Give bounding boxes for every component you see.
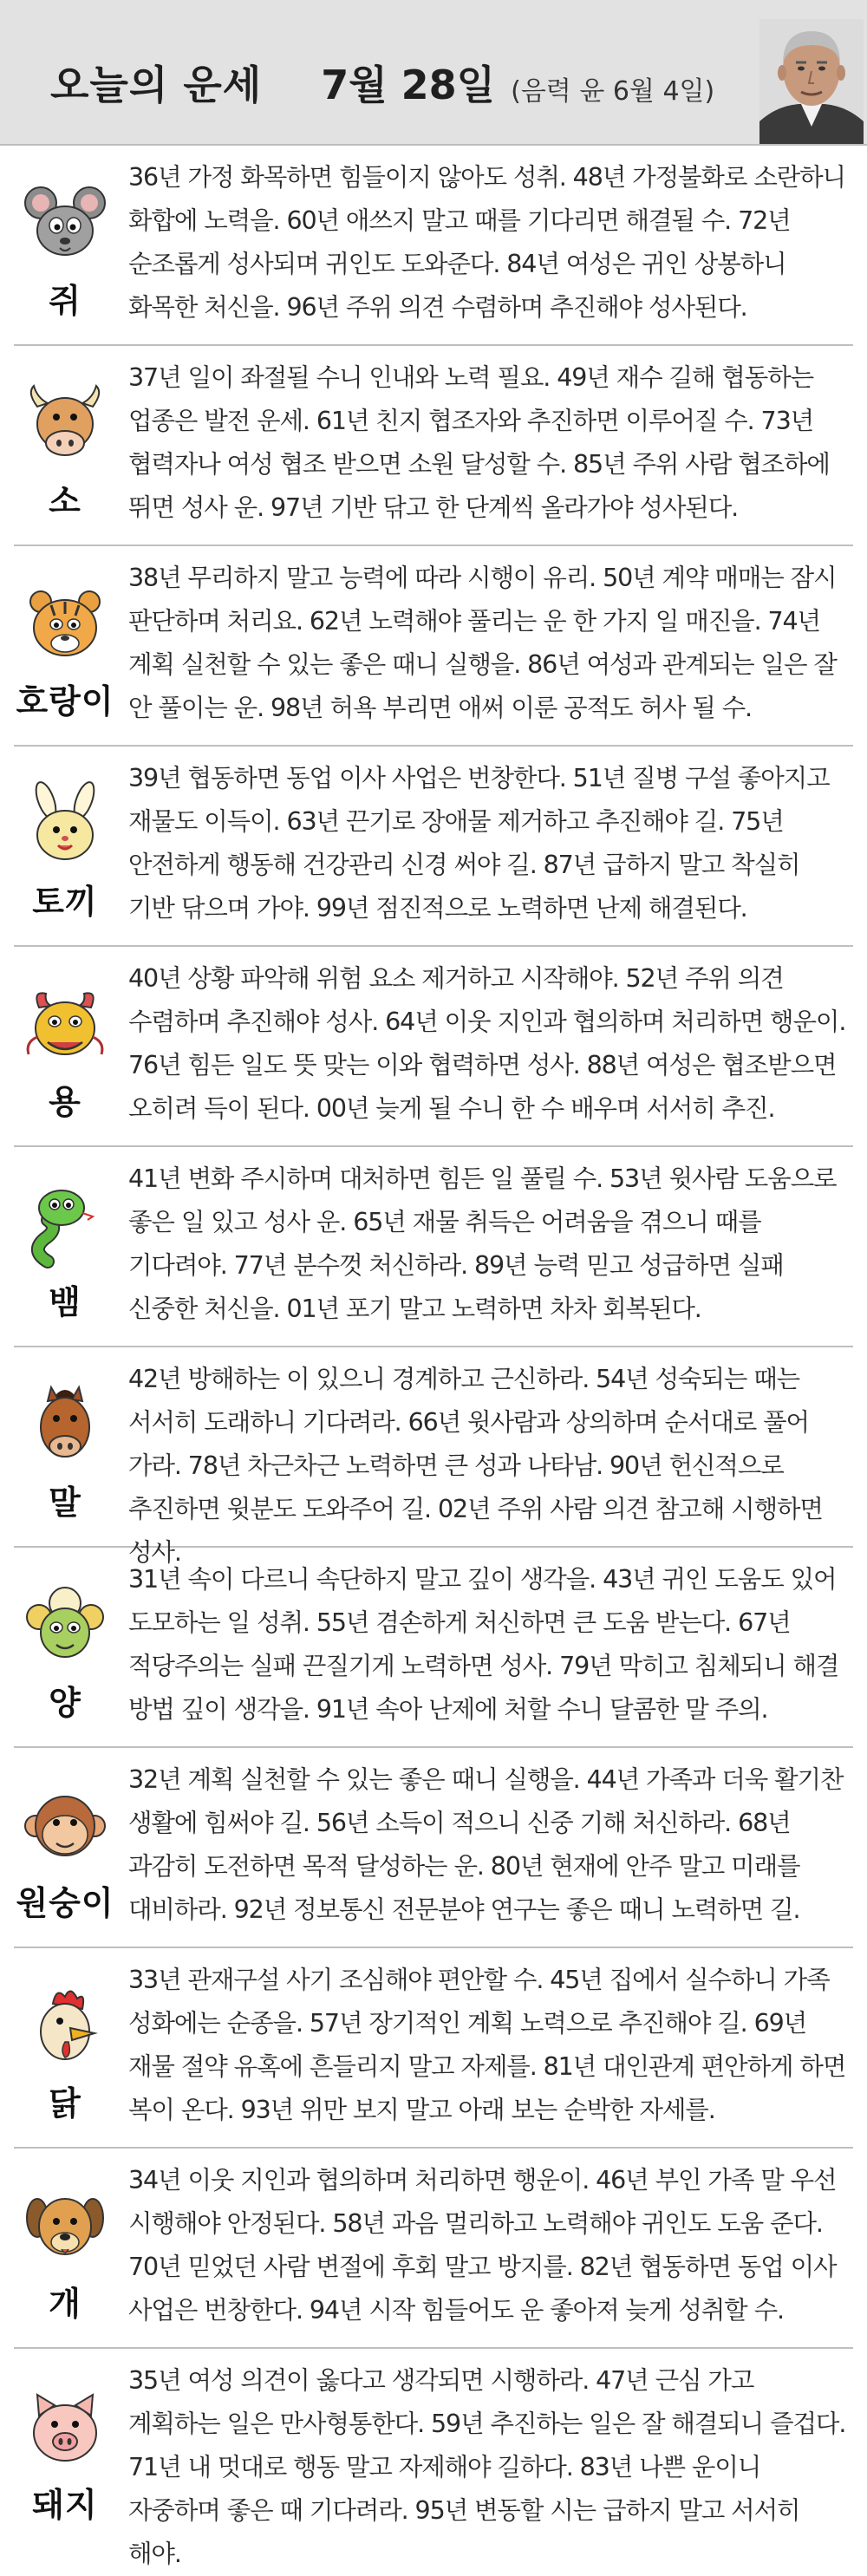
rabbit-icon <box>22 781 108 868</box>
fortune-row-tiger <box>14 546 853 747</box>
pig-icon <box>22 2384 108 2471</box>
fortune-row-rabbit <box>14 747 853 947</box>
fortune-text: 37년 일이 좌절될 수니 인내와 노력 필요. 49년 재수 길해 협동하는 업종은 발전 운세. 61년 친지 협조자와 추진하면 이루어질 수. 73년 협력자나 여성 협조 받으면 소원 달성할 수. 85년 주위 사람 협조하에 뛰면 성사 운. 97년 기반 닦고 한 단계씩 올라가야 성사된다. <box>128 363 830 522</box>
ox-icon <box>22 381 108 467</box>
fortune-text: 34년 이웃 지인과 협의하며 처리하면 행운이. 46년 부인 가족 말 우선 시행해야 안정된다. 58년 과음 멀리하고 노력해야 귀인도 도움 준다. 70년 믿었던 사람 변절에 후회 말고 방지를. 82년 협동하면 동업 이사 사업은 번창한다. 94년 시작 힘들어도 운 좋아져 늦게 성취할 수. <box>128 2166 837 2325</box>
fortune-row-ox <box>14 346 853 546</box>
fortune-row-horse <box>14 1347 853 1567</box>
zodiac-dog <box>14 2149 116 2347</box>
zodiac-horse <box>14 1347 116 1546</box>
zodiac-dragon <box>14 947 116 1145</box>
page-title: 오늘의 운세 <box>50 62 263 108</box>
fortune-row-sheep <box>14 1548 853 1748</box>
fortune-text: 33년 관재구설 사기 조심해야 편안할 수. 45년 집에서 실수하니 가족 성화에는 순종을. 57년 장기적인 계획 노력으로 추진해야 길. 69년 재물 절약 유혹에 흔들리지 말고 자제를. 81년 대인관계 편안하게 하면 복이 온다. 93년 위만 보지 말고 아래 보는 순박한 자세를. <box>128 1966 846 2124</box>
sheep-icon <box>22 1582 108 1669</box>
author-portrait <box>759 19 864 144</box>
fortune-row-pig <box>14 2349 853 2568</box>
fortune-text: 39년 협동하면 동업 이사 사업은 번창한다. 51년 질병 구설 좋아지고 재물도 이득이. 63년 끈기로 장애물 제거하고 추진해야 길. 75년 안전하게 행동해 건강관리 신경 써야 길. 87년 급하지 말고 착실히 기반 닦으며 가야. 99년 점진적으로 노력하면 난제 해결된다. <box>128 764 830 923</box>
rooster-icon <box>22 1983 108 2070</box>
zodiac-name: 호랑이 <box>16 682 114 721</box>
lunar-date: (음력 윤 6월 4일) <box>511 76 715 107</box>
zodiac-name: 닭 <box>49 2084 81 2123</box>
page-header <box>0 0 867 146</box>
zodiac-name: 원숭이 <box>16 1884 114 1922</box>
zodiac-rabbit <box>14 747 116 945</box>
monkey-icon <box>22 1783 108 1869</box>
fortune-row-rooster <box>14 1948 853 2149</box>
fortune-text: 38년 무리하지 말고 능력에 따라 시행이 유리. 50년 계약 매매는 잠시 판단하며 처리요. 62년 노력해야 풀리는 운 한 가지 일 매진을. 74년 계획 실천할 수 있는 좋은 때니 실행을. 86년 여성과 관계되는 일은 잘 안 풀이는 운. 98년 허욕 부리면 애써 이룬 공적도 허사 될 수. <box>128 564 837 722</box>
zodiac-name: 양 <box>49 1684 81 1722</box>
zodiac-name: 소 <box>49 482 81 520</box>
zodiac-name: 말 <box>49 1484 81 1522</box>
zodiac-monkey <box>14 1748 116 1947</box>
zodiac-name: 뱀 <box>49 1283 81 1321</box>
dragon-icon <box>22 981 108 1068</box>
zodiac-name: 용 <box>49 1083 81 1121</box>
fortune-row-dog <box>14 2149 853 2349</box>
zodiac-sheep <box>14 1548 116 1746</box>
zodiac-snake <box>14 1147 116 1346</box>
page-date: 7월 28일 <box>321 62 496 108</box>
zodiac-tiger <box>14 546 116 745</box>
snake-icon <box>22 1182 108 1268</box>
zodiac-name: 토끼 <box>32 883 98 921</box>
zodiac-ox <box>14 346 116 545</box>
tiger-icon <box>22 581 108 668</box>
fortune-row-dragon <box>14 947 853 1147</box>
fortune-text: 35년 여성 의견이 옳다고 생각되면 시행하라. 47년 근심 가고 계획하는 일은 만사형통한다. 59년 추진하는 일은 잘 해결되니 즐겁다. 71년 내 멋대로 행동 말고 자제해야 길하다. 83년 나쁜 운이니 자중하며 좋은 때 기다려라. 95년 변동할 시는 급하지 말고 서서히 해야. <box>128 2366 846 2568</box>
zodiac-pig <box>14 2349 116 2549</box>
fortune-text: 31년 속이 다르니 속단하지 말고 깊이 생각을. 43년 귀인 도움도 있어 도모하는 일 성취. 55년 겸손하게 처신하면 큰 도움 받는다. 67년 적당주의는 실패 끈질기게 노력하면 성사. 79년 막히고 침체되니 해결 방법 깊이 생각을. 91년 속아 난제에 처할 수니 달콤한 말 주의. <box>128 1565 839 1724</box>
zodiac-rat <box>14 146 116 344</box>
zodiac-name: 쥐 <box>49 282 81 320</box>
fortune-text: 32년 계획 실천할 수 있는 좋은 때니 실행을. 44년 가족과 더욱 활기찬 생활에 힘써야 길. 56년 소득이 적으니 신중 기해 처신하라. 68년 과감히 도전하면 목적 달성하는 운. 80년 현재에 안주 말고 미래를 대비하라. 92년 정보통신 전문분야 연구는 좋은 때니 노력하면 길. <box>128 1765 844 1924</box>
zodiac-name: 돼지 <box>32 2486 98 2524</box>
horse-icon <box>22 1382 108 1469</box>
dog-icon <box>22 2183 108 2270</box>
zodiac-rooster <box>14 1948 116 2147</box>
rat-icon <box>22 180 108 267</box>
fortune-text: 40년 상황 파악해 위험 요소 제거하고 시작해야. 52년 주위 의견 수렴하며 추진해야 성사. 64년 이웃 지인과 협의하며 처리하면 행운이. 76년 힘든 일도 뜻 맞는 이와 협력하면 성사. 88년 여성은 협조받으면 오히려 득이 된다. 00년 늦게 될 수니 한 수 배우며 서서히 추진. <box>128 964 846 1123</box>
fortune-row-rat <box>14 146 853 346</box>
fortune-text: 41년 변화 주시하며 대처하면 힘든 일 풀릴 수. 53년 윗사람 도움으로 좋은 일 있고 성사 운. 65년 재물 취득은 어려움을 겪으니 때를 기다려야. 77년 분수껏 처신하라. 89년 능력 믿고 성급하면 실패 신중한 처신을. 01년 포기 말고 노력하면 차차 회복된다. <box>128 1164 837 1323</box>
zodiac-fortune-list <box>14 146 853 2568</box>
fortune-row-snake <box>14 1147 853 1347</box>
zodiac-name: 개 <box>49 2285 81 2323</box>
fortune-text: 36년 가정 화목하면 힘들이지 않아도 성취. 48년 가정불화로 소란하니 화합에 노력을. 60년 애쓰지 말고 때를 기다리면 해결될 수. 72년 순조롭게 성사되며 귀인도 도와준다. 84년 여성은 귀인 상봉하니 화목한 처신을. 96년 주위 의견 수렴하며 추진해야 성사된다. <box>128 163 845 322</box>
fortune-text: 42년 방해하는 이 있으니 경계하고 근신하라. 54년 성숙되는 때는 서서히 도래하니 기다려라. 66년 윗사람과 상의하며 순서대로 풀어 가라. 78년 차근차근 노력하면 큰 성과 나타남. 90년 헌신적으로 추진하면 윗분도 도와주어 길. 02년 주위 사람 의견 참고해 시행하면 성사. <box>128 1365 823 1567</box>
fortune-row-monkey <box>14 1748 853 1948</box>
